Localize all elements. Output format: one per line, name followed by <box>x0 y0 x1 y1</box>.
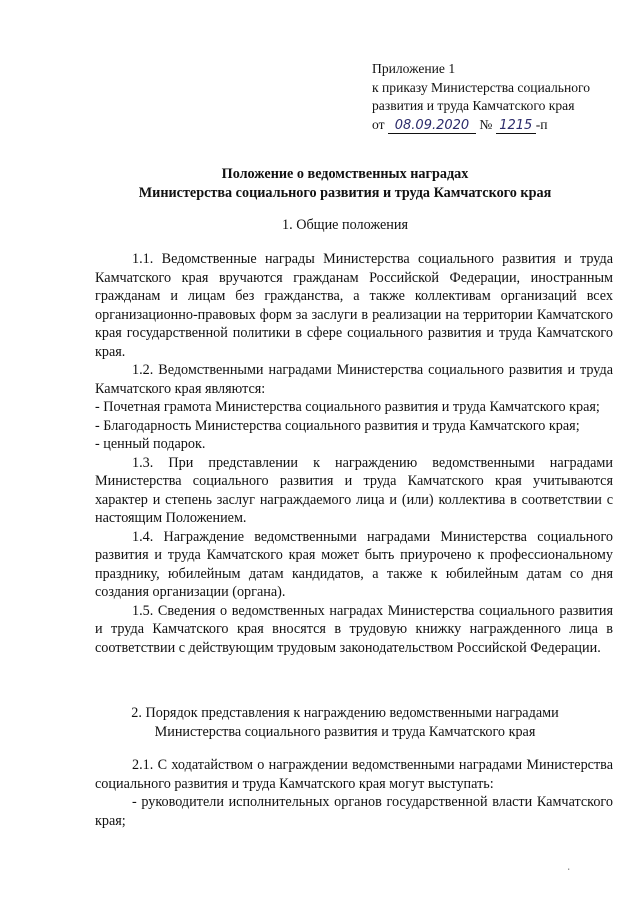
section-1-heading <box>95 216 595 235</box>
section-2-heading-line-2: Министерства социального развития и труда Камчатского края <box>154 723 536 740</box>
list-item-gift: - ценный подарок. <box>95 436 206 452</box>
paragraph-1-1: 1.1. Ведомственные награды Министерства социального развития и труда Камчатского края вручаются гражданам Российской Федерации, иностранным гражданам и лицам без гражданства, а также коллективам организаций всех организационно-правовых форм за заслуги в реализации на территории Камчатского края государственной политики в сфере социального развития и труда Камчатского края. <box>95 251 613 360</box>
paragraph-1-2: 1.2. Ведомственными наградами Министерства социального развития и труда Камчатского края являются: <box>95 362 613 397</box>
list-item-executives: - руководители исполнительных органов государственной власти Камчатского края; <box>95 794 613 829</box>
appendix-ministry-line: развития и труда Камчатского края <box>372 98 575 113</box>
appendix-title: Приложение 1 <box>372 61 456 76</box>
list-item-blagodarnost: - Благодарность Министерства социального развития и труда Камчатского края; <box>95 417 580 434</box>
section-1-body <box>95 250 613 657</box>
section-2-heading <box>95 704 595 741</box>
list-item-gramota: - Почетная грамота Министерства социального развития и труда Камчатского края; <box>95 399 600 415</box>
paragraph-2-1: 2.1. С ходатайством о награждении ведомственными наградами Министерства социального развития и труда Камчатского края могут выступать: <box>95 757 613 792</box>
paragraph-1-3: 1.3. При представлении к награждению ведомственными наградами Министерства социального развития и труда Камчатского края учитываются характер и степень заслуг награждаемого лица и (или) коллектива в соответствии с настоящим Положением. <box>95 454 613 526</box>
section-2-heading-line-1: 2. Порядок представления к награждению ведомственными наградами <box>131 705 559 721</box>
section-1-heading-text: 1. Общие положения <box>282 217 408 233</box>
order-number-handwritten: 1215 <box>496 118 536 134</box>
order-date-handwritten: 08.09.2020 <box>388 118 476 134</box>
title-line-1: Положение о ведомственных наградах <box>221 166 469 182</box>
scan-mark: ٠ <box>566 864 572 875</box>
from-prefix: от <box>372 116 385 132</box>
section-2-body <box>95 756 613 830</box>
appendix-block <box>372 60 632 134</box>
appendix-order-line: к приказу Министерства социального <box>372 79 591 95</box>
number-prefix: № <box>479 116 493 132</box>
paragraph-1-4: 1.4. Награждение ведомственными наградами Министерства социального развития и труда Камчатского края может быть приурочено к профессиональному празднику, юбилейным датам кандидатов, а также к юбилейным датам со дня создания организации (органа). <box>95 528 613 600</box>
paragraph-1-5: 1.5. Сведения о ведомственных наградах Министерства социального развития и труда Камчатского края вносятся в трудовую книжку награжденного лица в соответствии с действующим трудовым законодательством Российской Федерации. <box>95 602 613 656</box>
number-suffix: -п <box>535 116 548 132</box>
document-title <box>95 165 595 203</box>
title-line-2: Министерства социального развития и труда Камчатского края <box>138 185 552 201</box>
appendix-date-number-line <box>372 116 632 135</box>
